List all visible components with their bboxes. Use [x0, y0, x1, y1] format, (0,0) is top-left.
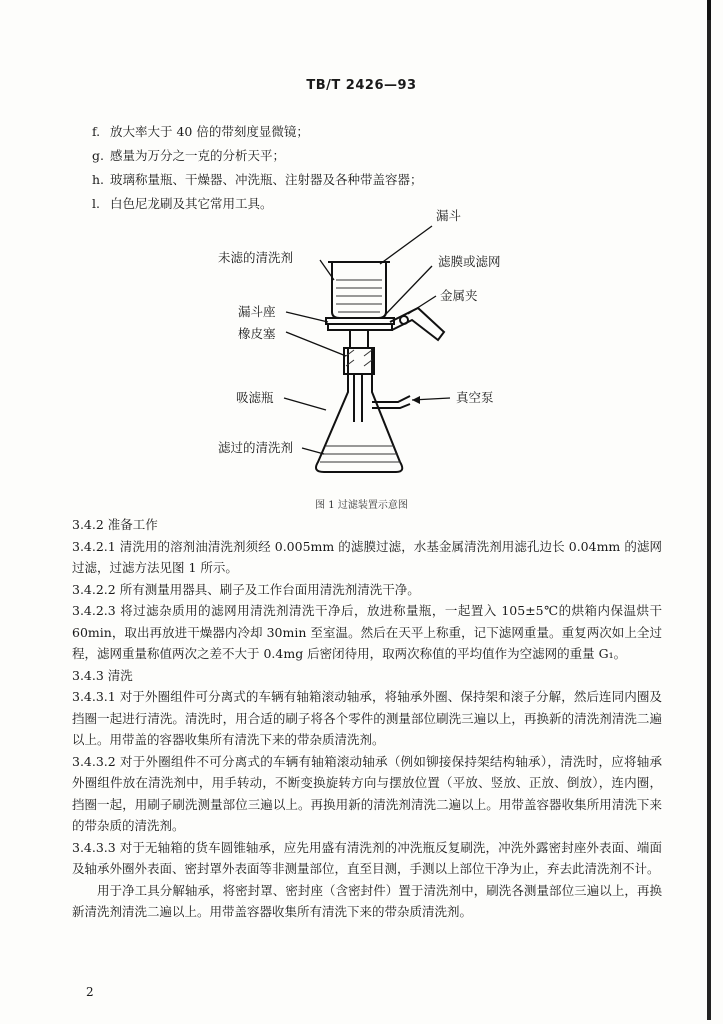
list-text: 感量为万分之一克的分析天平； [109, 148, 285, 163]
label-filter-membrane: 滤膜或滤网 [438, 254, 501, 269]
scan-edge-bar [707, 20, 711, 1020]
list-item [92, 120, 652, 144]
figure-caption: 图 1 过滤装置示意图 [315, 500, 408, 511]
list-letter: h. [92, 172, 105, 187]
list-text: 玻璃称量瓶、干燥器、冲洗瓶、注射器及各种带盖容器； [109, 172, 423, 187]
label-vacuum-pump: 真空泵 [456, 390, 494, 405]
filtration-apparatus-figure [200, 200, 540, 490]
label-funnel-seat: 漏斗座 [238, 304, 276, 319]
label-rubber-stopper: 橡皮塞 [238, 326, 276, 341]
label-filtered-cleaner: 滤过的清洗剂 [218, 440, 294, 455]
body-text [72, 514, 662, 923]
section-heading: 3.4.2 准备工作 [72, 517, 158, 532]
paragraph: 用于净工具分解轴承，将密封罩、密封座（含密封件）置于清洗剂中，刷洗各测量部位三遍以上，再换新清洗剂清洗二遍以上。用带盖容器收集所有清洗下来的带杂质清洗剂。 [72, 882, 662, 919]
paragraph: 3.4.2.3 将过滤杂质用的滤网用清洗剂清洗干净后，放进称量瓶，一起置入 105±5℃的烘箱内保温烘干 60min，取出再放进干燥器内冷却 30min 至室温。然后在天平上称重，记下滤网重量。重复两次如上全过程，滤网重量称值两次之差不大于 0.4mg 后密闭待用，取两次称值的平均值作为空滤网的重量 G₁。 [72, 603, 662, 661]
label-suction-flask: 吸滤瓶 [236, 390, 274, 405]
label-unfiltered-cleaner: 未滤的清洗剂 [218, 250, 294, 265]
page-number: 2 [86, 985, 94, 999]
list-item [92, 168, 652, 192]
document-code: TB/T 2426—93 [306, 78, 417, 93]
list-item [92, 144, 652, 168]
section-heading: 3.4.3 清洗 [72, 667, 133, 683]
list-letter: l. [92, 196, 100, 211]
list-text: 放大率大于 40 倍的带刻度显微镜； [109, 124, 309, 139]
list-text: 白色尼龙刷及其它常用工具。 [109, 196, 273, 211]
label-metal-clip: 金属夹 [440, 288, 478, 303]
paragraph: 3.4.2.2 所有测量用器具、刷子及工作台面用清洗剂清洗干净。 [72, 581, 420, 597]
paragraph: 3.4.3.3 对于无轴箱的货车圆锥轴承，应先用盛有清洗剂的冲洗瓶反复刷洗，冲洗外露密封座外表面、端面及轴承外圈外表面、密封罩外表面等非测量部位，直至目测，手测以上部位干净为止，弃去此清洗剂不计。 [72, 839, 662, 876]
list-letter: g. [92, 148, 104, 163]
paragraph: 3.4.3.1 对于外圈组件可分离式的车辆有轴箱滚动轴承，将轴承外圈、保持架和滚子分解，然后连同内圈及挡圈一起进行清洗。清洗时，用合适的刷子将各个零件的测量部位刷洗三遍以上，再换新的清洗剂清洗二遍以上。用带盖的容器收集所有清洗下来的带杂质清洗剂。 [72, 689, 662, 747]
paragraph: 3.4.3.2 对于外圈组件不可分离式的车辆有轴箱滚动轴承（例如铆接保持架结构轴承），清洗时，应将轴承外圈组件放在清洗剂中，用手转动，不断变换旋转方向与摆放位置（平放、竖放、正放、倒放），连内圈，挡圈一起，用刷子刷洗测量部位三遍以上。再换用新的清洗剂清洗二遍以上。用带盖容器收集所用清洗下来的带杂质的清洗剂。 [72, 753, 662, 833]
metal-clip [390, 308, 444, 340]
label-funnel: 漏斗 [436, 208, 462, 223]
funnel-cup [332, 262, 386, 318]
flask-outline [316, 348, 402, 472]
paragraph: 3.4.2.1 清洗用的溶剂油清洗剂须经 0.005mm 的滤膜过滤，水基金属清洗剂用滤孔边长 0.04mm 的滤网过滤，过滤方法见图 1 所示。 [72, 538, 662, 575]
list-letter: f. [92, 124, 101, 139]
